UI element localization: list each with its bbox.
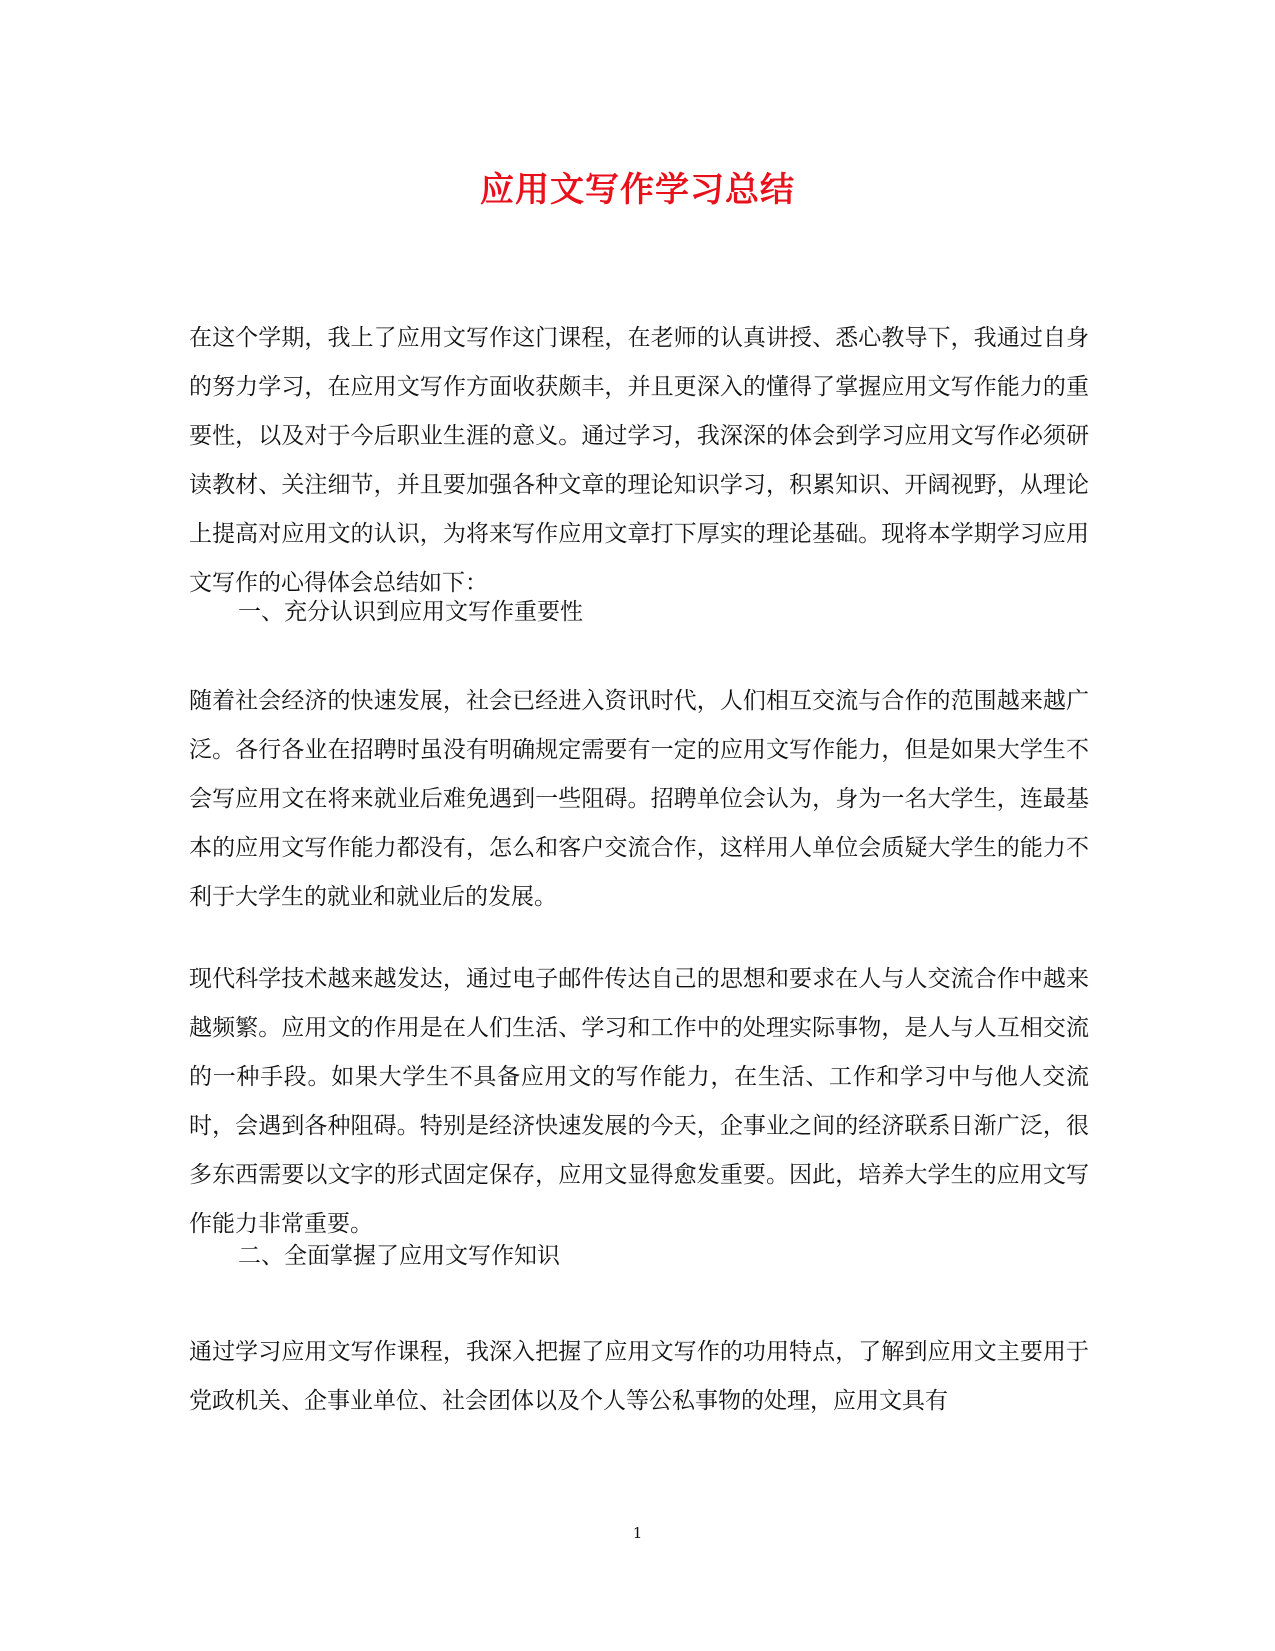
section-heading-2: 二、全面掌握了应用文写作知识 — [238, 1243, 560, 1269]
paragraph-knowledge: 通过学习应用文写作课程，我深入把握了应用文写作的功用特点，了解到应用文主要用于党政机关、企事业单位、社会团体以及个人等公私事物的处理，应用文具有 — [189, 1339, 1089, 1414]
document-title: 应用文写作学习总结 — [480, 170, 795, 210]
page-number: 1 — [632, 1524, 643, 1542]
paragraph-importance-2: 现代科学技术越来越发达，通过电子邮件传达自己的思想和要求在人与人交流合作中越来越频繁。应用文的作用是在人们生活、学习和工作中的处理实际事物，是人与人互相交流的一种手段。如果大学生不具备应用文的写作能力，在生活、工作和学习中与他人交流时，会遇到各种阻碍。特别是经济快速发展的今天，企事业之间的经济联系日渐广泛，很多东西需要以文字的形式固定保存，应用文显得愈发重要。因此，培养大学生的应用文写作能力非常重要。 — [189, 966, 1089, 1237]
section-heading-1: 一、充分认识到应用文写作重要性 — [238, 599, 583, 625]
paragraph-intro: 在这个学期，我上了应用文写作这门课程，在老师的认真讲授、悉心教导下，我通过自身的努力学习，在应用文写作方面收获颇丰，并且更深入的懂得了掌握应用文写作能力的重要性，以及对于今后职业生涯的意义。通过学习，我深深的体会到学习应用文写作必须研读教材、关注细节，并且要加强各种文章的理论知识学习，积累知识、开阔视野，从理论上提高对应用文的认识，为将来写作应用文章打下厚实的理论基础。现将本学期学习应用文写作的心得体会总结如下： — [189, 325, 1089, 596]
paragraph-importance-1: 随着社会经济的快速发展，社会已经进入资讯时代，人们相互交流与合作的范围越来越广泛。各行各业在招聘时虽没有明确规定需要有一定的应用文写作能力，但是如果大学生不会写应用文在将来就业后难免遇到一些阻碍。招聘单位会认为，身为一名大学生，连最基本的应用文写作能力都没有，怎么和客户交流合作，这样用人单位会质疑大学生的能力不利于大学生的就业和就业后的发展。 — [189, 688, 1089, 910]
